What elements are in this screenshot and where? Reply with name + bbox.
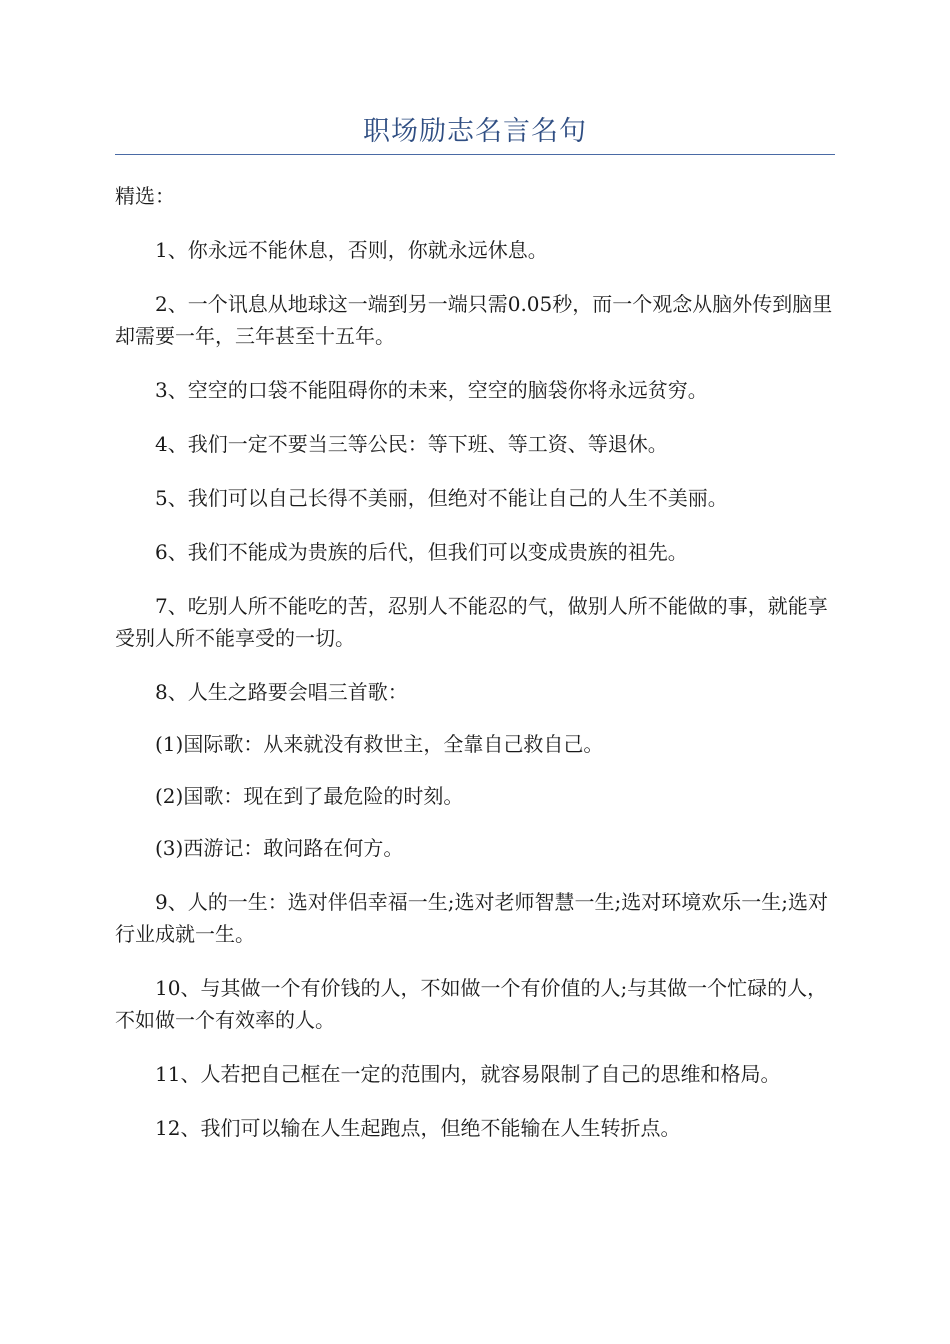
quote-item: 1、你永远不能休息，否则，你就永远休息。 <box>155 238 548 262</box>
document-body <box>115 180 835 1166</box>
sub-item: (1)国际歌：从来就没有救世主，全靠自己救自己。 <box>155 732 604 756</box>
quote-item: 7、吃别人所不能吃的苦，忍别人不能忍的气，做别人所不能做的事，就能享受别人所不能享受的一切。 <box>115 594 828 650</box>
quote-item: 12、我们可以输在人生起跑点，但绝不能输在人生转折点。 <box>155 1116 681 1140</box>
quote-item: 4、我们一定不要当三等公民：等下班、等工资、等退休。 <box>155 432 668 456</box>
quote-item: 6、我们不能成为贵族的后代，但我们可以变成贵族的祖先。 <box>155 540 688 564</box>
sub-item: (2)国歌：现在到了最危险的时刻。 <box>155 784 464 808</box>
quote-item: 8、人生之路要会唱三首歌： <box>155 680 408 704</box>
sub-item: (3)西游记：敢问路在何方。 <box>155 836 404 860</box>
quote-item: 9、人的一生：选对伴侣幸福一生;选对老师智慧一生;选对环境欢乐一生;选对行业成就一生。 <box>115 890 828 946</box>
quote-item: 2、一个讯息从地球这一端到另一端只需0.05秒，而一个观念从脑外传到脑里却需要一年，三年甚至十五年。 <box>115 292 833 348</box>
title-underline <box>115 154 835 155</box>
quote-item: 3、空空的口袋不能阻碍你的未来，空空的脑袋你将永远贫穷。 <box>155 378 708 402</box>
intro-label: 精选： <box>115 184 175 208</box>
quote-item: 5、我们可以自己长得不美丽，但绝对不能让自己的人生不美丽。 <box>155 486 728 510</box>
quote-item: 11、人若把自己框在一定的范围内，就容易限制了自己的思维和格局。 <box>155 1062 781 1086</box>
quote-item: 10、与其做一个有价钱的人，不如做一个有价值的人;与其做一个忙碌的人，不如做一个有效率的人。 <box>115 976 828 1032</box>
document-title: 职场励志名言名句 <box>363 116 587 147</box>
